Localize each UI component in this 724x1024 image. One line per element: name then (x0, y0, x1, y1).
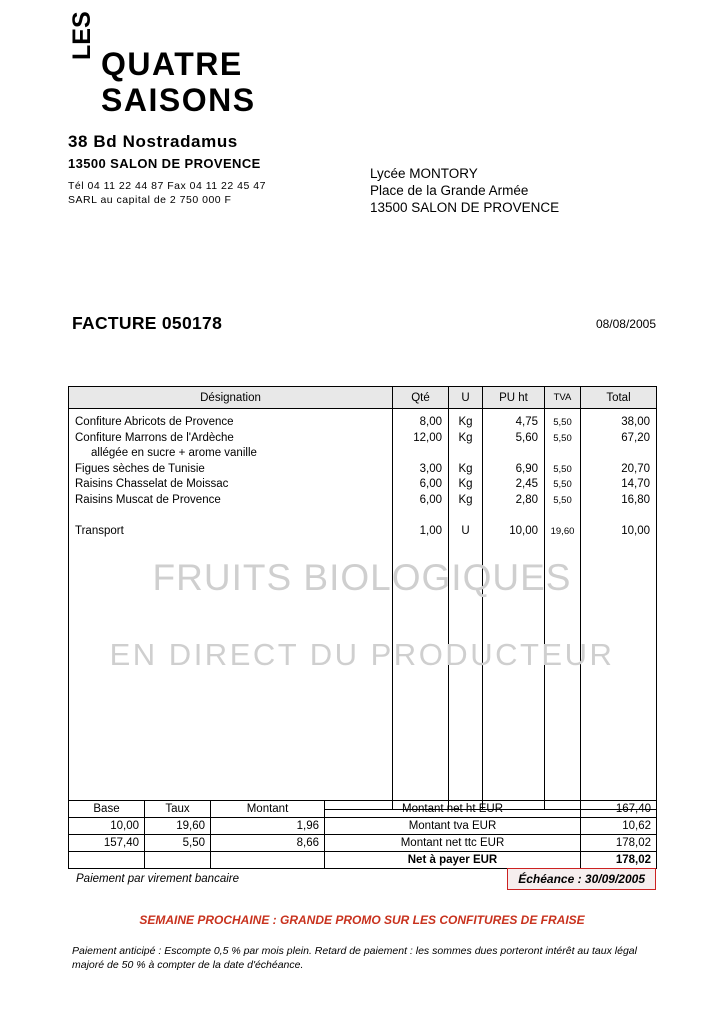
invoice-items-table (68, 386, 656, 810)
header-unit-price: PU ht (483, 387, 545, 409)
column-unit-price (483, 409, 545, 810)
company-logo (68, 11, 368, 124)
total-label: Montant net ttc EUR (325, 835, 581, 852)
column-designation (69, 409, 393, 810)
header-unit: U (449, 387, 483, 409)
cell-qte: 3,00 (419, 462, 442, 475)
vat-header-taux: Taux (145, 801, 211, 818)
table-body-row (69, 409, 657, 810)
vat-row (69, 835, 657, 852)
cell-unit: Kg (458, 493, 473, 506)
vat-montant: 1,96 (211, 818, 325, 835)
promo-banner: SEMAINE PROCHAINE : GRANDE PROMO SUR LES CONFITURES DE FRAISE (139, 913, 585, 927)
row-spacer (545, 446, 580, 462)
cell-total: 14,70 (621, 478, 650, 490)
row-spacer (581, 508, 656, 524)
company-legal-form: SARL au capital de 2 750 000 F (68, 194, 232, 206)
vat-base: 10,00 (69, 818, 145, 835)
empty-cell (145, 852, 211, 869)
total-label: Montant tva EUR (325, 818, 581, 835)
cell-tva: 5,50 (553, 479, 572, 490)
invoice-date: 08/08/2005 (595, 317, 656, 331)
cell-unit: Kg (458, 478, 473, 490)
vat-header-montant: Montant (211, 801, 325, 818)
logo-text-les: LES (68, 11, 96, 60)
watermark-line-1: FRUITS BIOLOGIQUES (152, 557, 572, 598)
vat-base: 157,40 (69, 835, 145, 852)
cell-tva: 5,50 (553, 417, 572, 428)
row-spacer (483, 446, 544, 462)
row-spacer (69, 508, 392, 524)
company-street: 38 Bd Nostradamus (68, 132, 238, 151)
cell-unit-price: 4,75 (515, 416, 538, 428)
company-phone: Tél 04 11 22 44 87 Fax 04 11 22 45 47 (68, 180, 266, 192)
cell-total: 16,80 (621, 493, 650, 506)
cell-unit: U (461, 524, 470, 537)
row-spacer (393, 446, 448, 462)
empty-cell (211, 852, 325, 869)
company-city: 13500 SALON DE PROVENCE (68, 156, 261, 171)
header-qte: Qté (393, 387, 449, 409)
column-tva (545, 409, 581, 810)
cell-designation: Confiture Marrons de l'Ardèche (75, 431, 234, 444)
invoice-title: FACTURE 050178 (72, 313, 223, 333)
row-spacer (393, 508, 448, 524)
vat-header-base: Base (69, 801, 145, 818)
company-letterhead (68, 11, 368, 206)
cell-total: 67,20 (621, 431, 650, 444)
cell-total: 38,00 (621, 416, 650, 428)
row-spacer (581, 446, 656, 462)
row-spacer (545, 508, 580, 524)
cell-tva: 5,50 (553, 463, 572, 475)
cell-designation: Raisins Muscat de Provence (75, 493, 221, 506)
cell-unit-price: 2,45 (515, 478, 538, 490)
cell-qte: 12,00 (413, 431, 442, 444)
cell-designation: Transport (75, 524, 124, 537)
cell-designation: Figues sèches de Tunisie (75, 462, 205, 475)
cell-tva: 5,50 (553, 432, 572, 444)
cell-unit-price: 2,80 (515, 493, 538, 506)
client-name: Lycée MONTORY (370, 166, 478, 181)
total-value: 178,02 (581, 835, 657, 852)
client-city: 13500 SALON DE PROVENCE (370, 200, 560, 215)
cell-designation: Confiture Abricots de Provence (75, 416, 234, 428)
total-value: 167,40 (581, 801, 657, 818)
total-label: Montant net ht EUR (325, 801, 581, 818)
cell-unit: Kg (458, 431, 473, 444)
column-qte (393, 409, 449, 810)
column-total (581, 409, 657, 810)
cell-qte: 1,00 (419, 524, 442, 537)
cell-unit: Kg (458, 416, 473, 428)
column-unit (449, 409, 483, 810)
vat-montant: 8,66 (211, 835, 325, 852)
cell-qte: 6,00 (419, 478, 442, 490)
table-header-row (69, 387, 657, 409)
net-to-pay-row (69, 852, 657, 869)
watermark-line-2: EN DIRECT DU PRODUCTEUR (109, 637, 615, 672)
total-value: 10,62 (581, 818, 657, 835)
client-street: Place de la Grande Armée (370, 183, 529, 198)
cell-total: 10,00 (621, 524, 650, 537)
net-to-pay-label: Net à payer EUR (325, 852, 581, 869)
cell-unit-price: 6,90 (515, 462, 538, 475)
vat-taux: 5,50 (145, 835, 211, 852)
header-designation: Désignation (69, 387, 393, 409)
header-total: Total (581, 387, 657, 409)
legal-notice: Paiement anticipé : Escompte 0,5 % par mois plein. Retard de paiement : les sommes dues porteront intérêt au taux légal majoré de 50 % à compter de la date d'échéance. (72, 945, 637, 971)
vat-taux: 19,60 (145, 818, 211, 835)
cell-qte: 6,00 (419, 493, 442, 506)
cell-tva: 19,60 (550, 525, 575, 537)
net-to-pay-value: 178,02 (581, 852, 657, 869)
due-date-badge: Échéance : 30/09/2005 (507, 868, 656, 890)
vat-row (69, 818, 657, 835)
client-address (370, 165, 559, 216)
row-spacer (449, 446, 482, 462)
vat-header-row (69, 801, 657, 818)
cell-total: 20,70 (621, 462, 650, 475)
cell-unit: Kg (458, 462, 473, 475)
cell-unit-price: 10,00 (509, 524, 538, 537)
logo-text-quatre: QUATRE (101, 46, 243, 82)
cell-designation: Raisins Chasselat de Moissac (75, 478, 229, 490)
totals-section (68, 800, 656, 869)
cell-tva: 5,50 (553, 494, 572, 506)
cell-unit-price: 5,60 (515, 431, 538, 444)
header-tva: TVA (545, 387, 581, 409)
payment-mode: Paiement par virement bancaire (76, 873, 239, 885)
cell-qte: 8,00 (419, 416, 442, 428)
row-spacer (483, 508, 544, 524)
empty-cell (69, 852, 145, 869)
row-spacer (449, 508, 482, 524)
cell-designation-continued: allégée en sucre + arome vanille (91, 447, 257, 459)
logo-text-saisons: SAISONS (101, 82, 256, 118)
